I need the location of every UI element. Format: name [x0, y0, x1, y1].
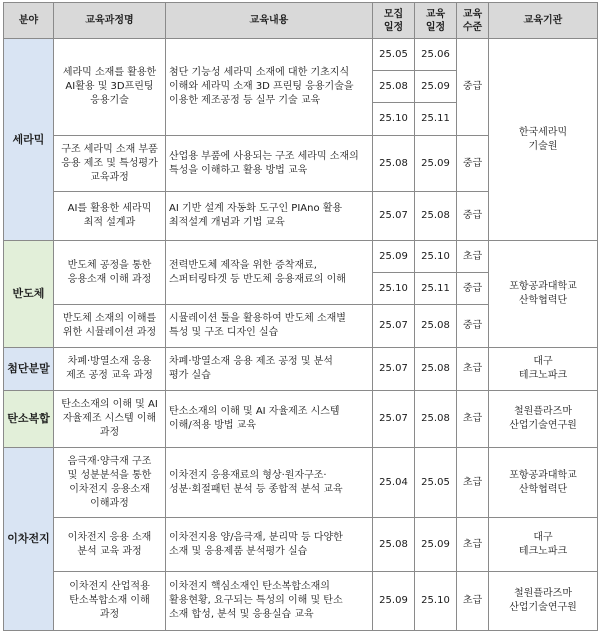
table-row	[4, 391, 598, 448]
edu-date: 25.11	[415, 103, 457, 136]
edu-level: 중급	[457, 273, 489, 305]
header-level: 교육 수준	[457, 3, 489, 39]
recruit-date: 25.08	[373, 518, 415, 572]
edu-org: 철원플라즈마 산업기술연구원	[489, 391, 598, 448]
edu-date: 25.09	[415, 136, 457, 192]
course-content: 이차전지 응용재료의 형상·원자구조· 성분·회절패턴 분석 등 종합적 분석 교육	[166, 448, 373, 518]
edu-org: 대구 테크노파크	[489, 518, 598, 572]
edu-org: 한국세라믹 기술원	[489, 39, 598, 241]
field-advanced-powder: 첨단분말	[4, 348, 54, 391]
edu-date: 25.06	[415, 39, 457, 71]
header-edu-date: 교육 일정	[415, 3, 457, 39]
header-course: 교육과정명	[54, 3, 166, 39]
edu-date: 25.09	[415, 71, 457, 103]
course-content: 시뮬레이션 툴을 활용하여 반도체 소재별 특성 및 구조 디자인 실습	[166, 305, 373, 348]
course-content: AI 기반 설계 자동화 도구인 PIAno 활용 최적설계 개념과 기법 교육	[166, 192, 373, 241]
edu-date: 25.08	[415, 305, 457, 348]
edu-date: 25.11	[415, 273, 457, 305]
course-name: 음극재·양극재 구조 및 성분분석을 통한 이차전지 응용소재 이해과정	[54, 448, 166, 518]
edu-level: 초급	[457, 448, 489, 518]
edu-date: 25.08	[415, 192, 457, 241]
course-name: 구조 세라믹 소재 부품 응용 제조 및 특성평가 교육과정	[54, 136, 166, 192]
course-content: 산업용 부품에 사용되는 구조 세라믹 소재의 특성을 이해하고 활용 방법 교육	[166, 136, 373, 192]
course-name: 이차전지 응용 소재 분석 교육 과정	[54, 518, 166, 572]
course-content: 이차전지 핵심소재인 탄소복합소재의 활용현황, 요구되는 특성의 이해 및 탄소 소재 합성, 분석 및 응용실습 교육	[166, 572, 373, 631]
edu-level: 중급	[457, 192, 489, 241]
edu-level: 초급	[457, 241, 489, 273]
table-row	[4, 448, 598, 518]
course-name: 반도체 소재의 이해를 위한 시뮬레이션 과정	[54, 305, 166, 348]
edu-level: 초급	[457, 348, 489, 391]
recruit-date: 25.07	[373, 391, 415, 448]
course-content: 탄소소재의 이해 및 AI 자율제조 시스템 이해/적용 방법 교육	[166, 391, 373, 448]
table-row	[4, 39, 598, 71]
recruit-date: 25.08	[373, 136, 415, 192]
table-row	[4, 518, 598, 572]
recruit-date: 25.08	[373, 71, 415, 103]
course-name: 이차전지 산업적용 탄소복합소재 이해 과정	[54, 572, 166, 631]
header-org: 교육기관	[489, 3, 598, 39]
course-name: 세라믹 소재를 활용한 AI활용 및 3D프린팅 응용기술	[54, 39, 166, 136]
edu-level: 초급	[457, 572, 489, 631]
recruit-date: 25.07	[373, 348, 415, 391]
course-content: 첨단 기능성 세라믹 소재에 대한 기초지식 이해와 세라믹 소재 3D 프린팅 응용기술을 이용한 제조공정 등 실무 기술 교육	[166, 39, 373, 136]
edu-level: 중급	[457, 39, 489, 136]
course-name: AI를 활용한 세라믹 최적 설계과	[54, 192, 166, 241]
course-name: 탄소소재의 이해 및 AI 자율제조 시스템 이해 과정	[54, 391, 166, 448]
edu-level: 중급	[457, 136, 489, 192]
header-row	[4, 3, 598, 39]
edu-org: 포항공과대학교 산학협력단	[489, 448, 598, 518]
edu-level: 초급	[457, 391, 489, 448]
field-carbon-composite: 탄소복합	[4, 391, 54, 448]
edu-date: 25.09	[415, 518, 457, 572]
recruit-date: 25.07	[373, 305, 415, 348]
course-content: 전력반도체 제작을 위한 증착재료, 스퍼터링타겟 등 반도체 응용재료의 이해	[166, 241, 373, 305]
field-ceramic: 세라믹	[4, 39, 54, 241]
header-recruit: 모집 일정	[373, 3, 415, 39]
edu-date: 25.05	[415, 448, 457, 518]
table-row	[4, 241, 598, 273]
table-row	[4, 572, 598, 631]
recruit-date: 25.04	[373, 448, 415, 518]
recruit-date: 25.09	[373, 572, 415, 631]
course-content: 차폐·방열소재 응용 제조 공정 및 분석 평가 실습	[166, 348, 373, 391]
course-content: 이차전지용 양/음극재, 분리막 등 다양한 소재 및 응용제품 분석평가 실습	[166, 518, 373, 572]
edu-level: 초급	[457, 518, 489, 572]
recruit-date: 25.10	[373, 273, 415, 305]
recruit-date: 25.07	[373, 192, 415, 241]
edu-date: 25.08	[415, 348, 457, 391]
recruit-date: 25.10	[373, 103, 415, 136]
edu-org: 철원플라즈마 산업기술연구원	[489, 572, 598, 631]
course-name: 차폐·방열소재 응용 제조 공정 교육 과정	[54, 348, 166, 391]
header-field: 분야	[4, 3, 54, 39]
recruit-date: 25.05	[373, 39, 415, 71]
course-name: 반도체 공정을 통한 응용소재 이해 과정	[54, 241, 166, 305]
edu-date: 25.10	[415, 572, 457, 631]
header-content: 교육내용	[166, 3, 373, 39]
recruit-date: 25.09	[373, 241, 415, 273]
edu-org: 포항공과대학교 산학협력단	[489, 241, 598, 348]
edu-date: 25.10	[415, 241, 457, 273]
edu-org: 대구 테크노파크	[489, 348, 598, 391]
education-schedule-table	[3, 2, 598, 631]
field-secondary-battery: 이차전지	[4, 448, 54, 631]
table-row	[4, 348, 598, 391]
field-semiconductor: 반도체	[4, 241, 54, 348]
edu-date: 25.08	[415, 391, 457, 448]
edu-level: 중급	[457, 305, 489, 348]
